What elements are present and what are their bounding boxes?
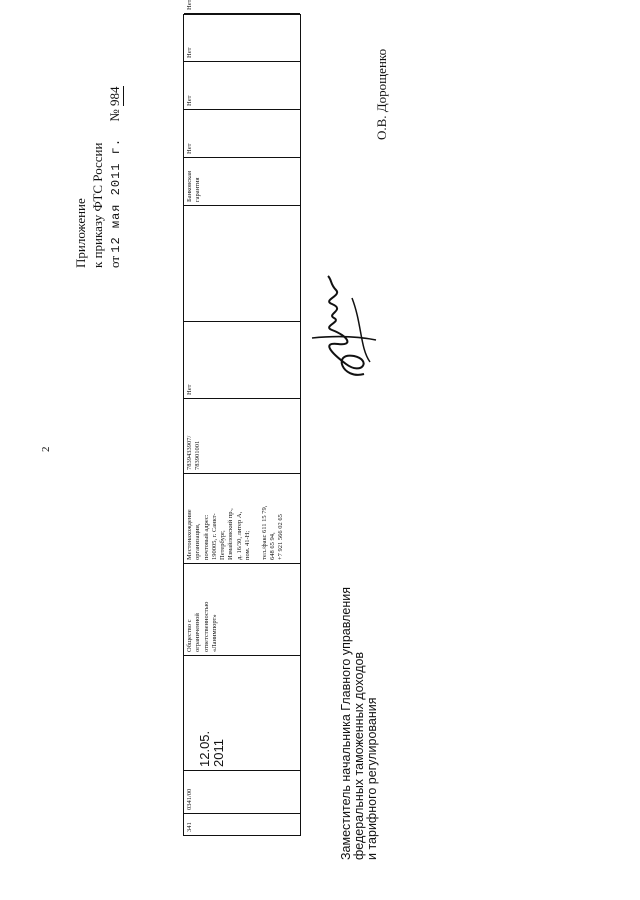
kpp-line: 783901001 xyxy=(194,440,202,470)
cell-date xyxy=(184,655,300,770)
registry-number: 0341/00 xyxy=(186,788,193,810)
cell-registry-number xyxy=(184,770,300,813)
org-line: ответственностью xyxy=(202,601,210,652)
cell-col6 xyxy=(184,321,300,398)
cell-col7 xyxy=(184,205,300,321)
address-line xyxy=(252,477,260,560)
address-line: д. 16/30, литер А, xyxy=(235,511,243,560)
cell-col9 xyxy=(184,109,300,157)
org-line: ограниченной xyxy=(194,613,202,652)
cell-col12 xyxy=(184,0,300,13)
address-line: организации, xyxy=(194,523,202,560)
appendix-date-line xyxy=(106,8,125,268)
col12-value: Нет xyxy=(186,0,193,10)
address-line: Петербург, xyxy=(219,530,227,560)
cell-col10 xyxy=(184,61,300,109)
cell-organization xyxy=(184,563,300,655)
signer-name: О.В. Дорощенко xyxy=(374,48,389,140)
address-line: Измайловский пр., xyxy=(227,508,235,560)
inclusion-date xyxy=(198,659,226,767)
col6-value: Нет xyxy=(186,384,193,395)
cell-guarantee xyxy=(184,157,300,205)
appendix-title: Приложение xyxy=(73,198,88,268)
cell-inn-kpp xyxy=(184,398,300,473)
signatory-line: Заместитель начальника Главного управления xyxy=(339,586,353,860)
cell-address xyxy=(184,473,300,563)
address-line: 190005, г. Санкт- xyxy=(210,513,218,560)
signatory-line: федеральных таможенных доходов xyxy=(352,651,366,860)
guarantee-line: гарантия xyxy=(194,177,202,202)
from-label: от xyxy=(107,255,122,268)
org-line: «Ланимпорт» xyxy=(210,614,218,652)
address-line: пом. 41-Н; xyxy=(244,530,252,560)
address-line: Местонахождение xyxy=(186,509,193,560)
row-number: 341 xyxy=(186,822,193,832)
organization-name xyxy=(186,567,219,652)
address-line: тел./факс 611 15 79, xyxy=(260,505,268,560)
guarantee-type xyxy=(186,161,203,202)
address-line: +7 921 566 02 65 xyxy=(277,514,285,560)
cell-row-number xyxy=(184,813,300,835)
signatory-title xyxy=(340,530,379,860)
signatory-line: и тарифного регулирования xyxy=(365,697,379,860)
registry-table xyxy=(183,0,301,836)
col9-value: Нет xyxy=(186,143,193,154)
number-label: № xyxy=(107,109,122,122)
order-date: 12 мая 2011 г. xyxy=(109,137,123,253)
address-line: почтовый адрес: xyxy=(202,514,210,560)
col10-value: Нет xyxy=(186,95,193,106)
inn-kpp xyxy=(186,402,203,470)
address-line: 648 65 94, xyxy=(268,532,276,560)
organization-address xyxy=(186,477,286,560)
org-line: Общество с xyxy=(186,619,193,652)
page-number: 2 xyxy=(40,446,52,452)
appendix-header xyxy=(72,8,125,268)
order-number: 984 xyxy=(107,86,122,106)
inn-line: 7839433907/ xyxy=(186,435,193,470)
col11-value: Нет xyxy=(186,47,193,58)
date-line2: 2011 xyxy=(211,739,226,767)
guarantee-line: Банковская xyxy=(186,170,193,202)
handwritten-signature xyxy=(302,272,382,382)
appendix-order-ref: к приказу ФТС России xyxy=(90,142,105,268)
date-line1: 12.05. xyxy=(197,730,212,767)
cell-col11 xyxy=(184,13,300,61)
